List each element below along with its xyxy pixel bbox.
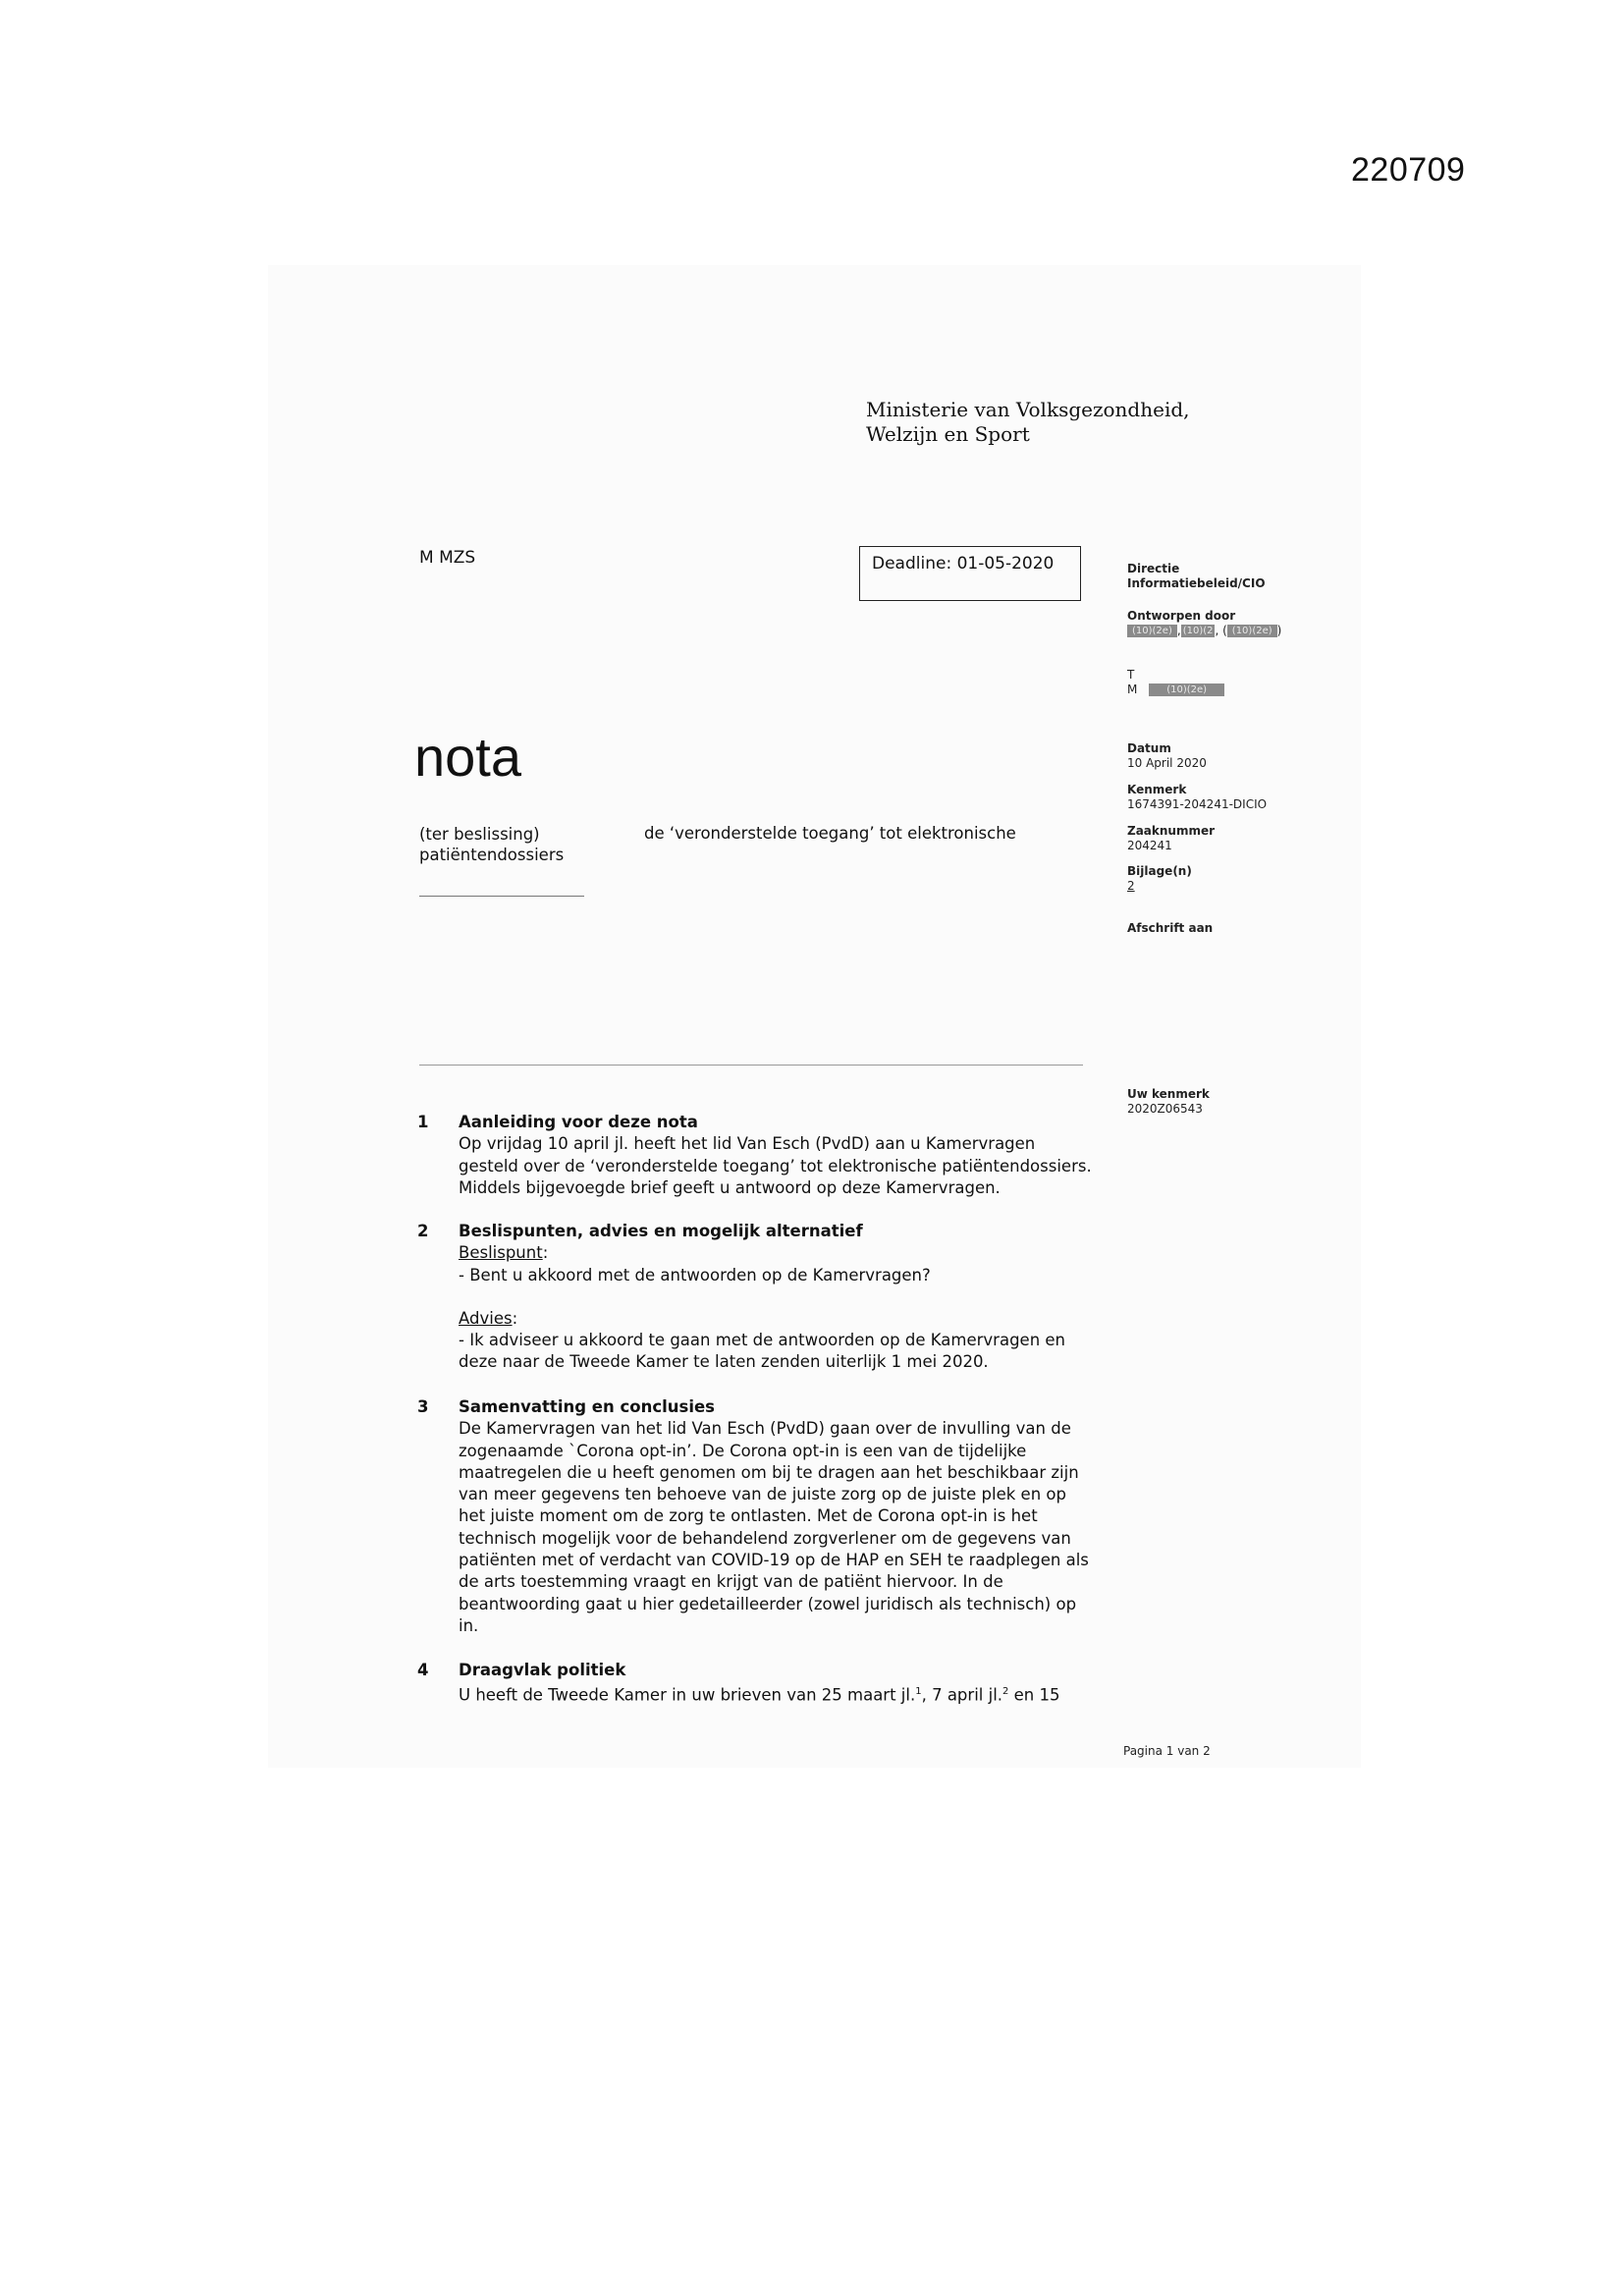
redaction-block: (10)(2e) [1149, 683, 1224, 696]
datum-value: 10 April 2020 [1127, 756, 1207, 770]
section-aanleiding [417, 1112, 1124, 1199]
bijlage-value: 2 [1127, 879, 1135, 893]
subtitle-subject-continued: patiëntendossiers [419, 846, 565, 864]
header-divider [419, 1065, 1083, 1066]
title-divider [419, 896, 584, 897]
section-number: 3 [417, 1397, 429, 1416]
t-label: T [1127, 668, 1135, 682]
paragraph-line: technisch mogelijk voor de behandelend zorgverlener om de gegevens van [459, 1528, 1071, 1548]
section-heading: Samenvatting en conclusies [459, 1397, 715, 1416]
paragraph-line: het juiste moment om de zorg te ontlasten. Met de Corona opt-in is het [459, 1506, 1038, 1526]
datum-label: Datum [1127, 741, 1171, 755]
ministry-line-2: Welzijn en Sport [866, 422, 1030, 446]
ministry-logo-text [866, 398, 1190, 447]
paragraph-line: patiënten met of verdacht van COVID-19 op de HAP en SEH te raadplegen als [459, 1551, 1089, 1570]
ontworpen-label: Ontworpen door [1127, 609, 1236, 623]
zaaknummer-label: Zaaknummer [1127, 824, 1216, 838]
uw-kenmerk-label: Uw kenmerk [1127, 1087, 1210, 1101]
zaaknummer-value: 204241 [1127, 839, 1172, 852]
paragraph-line: Op vrijdag 10 april jl. heeft het lid Van Esch (PvdD) aan u Kamervragen [459, 1134, 1036, 1154]
paragraph-line: De Kamervragen van het lid Van Esch (PvdD) gaan over de invulling van de [459, 1419, 1071, 1439]
redaction-block: (10)(2e) [1227, 625, 1277, 637]
sidebar-afschrift [1127, 921, 1213, 936]
afschrift-label: Afschrift aan [1127, 921, 1214, 935]
deadline-box [859, 546, 1081, 601]
paragraph-line: gesteld over de ‘veronderstelde toegang’ tot elektronische patiëntendossiers. [459, 1156, 1092, 1175]
paragraph-line: beantwoording gaat u hier gedetailleerder (zowel juridisch als technisch) op [459, 1594, 1077, 1613]
document-number: 220709 [1351, 151, 1466, 189]
paragraph-line: van meer gegevens ten behoeve van de juiste zorg op de juiste plek en op [459, 1485, 1066, 1504]
page-title: nota [414, 726, 521, 788]
sidebar-zaaknummer [1127, 824, 1215, 853]
paragraph-line: in. [459, 1615, 479, 1635]
advies-label: Advies [459, 1308, 513, 1328]
section-number: 1 [417, 1113, 429, 1131]
paragraph-line [459, 1681, 1124, 1707]
kenmerk-value: 1674391-204241-DICIO [1127, 797, 1268, 811]
m-label: M [1127, 683, 1138, 696]
footnote-ref[interactable]: 2 [1002, 1686, 1009, 1698]
ministry-line-1: Ministerie van Volksgezondheid, [866, 398, 1190, 421]
advies-line: - Ik adviseer u akkoord te gaan met de antwoorden op de Kamervragen en [459, 1331, 1066, 1350]
line-start: U heeft de Tweede Kamer in uw brieven van 25 maart jl. [459, 1685, 916, 1705]
beslispunt-label: Beslispunt [459, 1243, 543, 1263]
subtitle-subject: de ‘veronderstelde toegang’ tot elektronische [644, 824, 1016, 843]
paragraph-line: zogenaamde `Corona opt-in’. De Corona opt-in is een van de tijdelijke [459, 1441, 1027, 1460]
section-draagvlak [417, 1660, 1124, 1707]
kenmerk-label: Kenmerk [1127, 783, 1187, 796]
sidebar-ontworpen: Ontworpen door (10)(2e) , (10)(2 , ( (10)(2e) ) [1127, 609, 1282, 637]
sidebar-directie [1127, 562, 1266, 591]
section-samenvatting [417, 1396, 1124, 1637]
footnote-ref[interactable]: 1 [915, 1686, 922, 1698]
section-heading: Beslispunten, advies en mogelijk alternatief [459, 1222, 863, 1240]
beslispunt-text: - Bent u akkoord met de antwoorden op de Kamervragen? [459, 1265, 931, 1285]
line-mid: , 7 april jl. [921, 1685, 1003, 1705]
section-heading: Draagvlak politiek [459, 1661, 626, 1679]
sidebar-datum [1127, 741, 1207, 771]
paragraph-line: Middels bijgevoegde brief geeft u antwoord op deze Kamervragen. [459, 1177, 1001, 1197]
sidebar-bijlage [1127, 864, 1192, 894]
bijlage-label: Bijlage(n) [1127, 864, 1192, 878]
section-number: 2 [417, 1222, 429, 1240]
subtitle-decision-type: (ter beslissing) [419, 825, 540, 844]
directie-label: Directie [1127, 562, 1180, 575]
sidebar-contact [1127, 668, 1224, 697]
uw-kenmerk-value: 2020Z06543 [1127, 1102, 1203, 1116]
paragraph-line: de arts toestemming vraagt en krijgt van de patiënt hiervoor. In de [459, 1572, 1003, 1592]
recipient: M MZS [419, 548, 476, 568]
directie-value: Informatiebeleid/CIO [1127, 576, 1266, 590]
section-beslispunten: 2 Beslispunten, advies en mogelijk alternatief Beslispunt: - Bent u akkoord met de antwoorden op de Kamervragen? Advies: - Ik adviseer u akkoord te gaan met de antwoorden op de Kamervragen en deze naar de Tweede Kamer te laten zenden uiterlijk 1 mei 2020. [417, 1221, 1124, 1374]
sidebar-uw-kenmerk [1127, 1087, 1210, 1117]
redaction-block: (10)(2 [1182, 626, 1214, 636]
advies-line: deze naar de Tweede Kamer te laten zenden uiterlijk 1 mei 2020. [459, 1352, 989, 1372]
section-heading: Aanleiding voor deze nota [459, 1113, 698, 1131]
section-number: 4 [417, 1661, 429, 1679]
deadline-text: Deadline: 01-05-2020 [872, 554, 1055, 574]
sidebar-kenmerk [1127, 783, 1267, 812]
line-end: en 15 [1008, 1685, 1060, 1705]
redaction-block: (10)(2e) [1127, 625, 1177, 637]
paragraph-line: maatregelen die u heeft genomen om bij te dragen aan het beschikbaar zijn [459, 1462, 1079, 1482]
page-footer: Pagina 1 van 2 [1123, 1744, 1211, 1758]
